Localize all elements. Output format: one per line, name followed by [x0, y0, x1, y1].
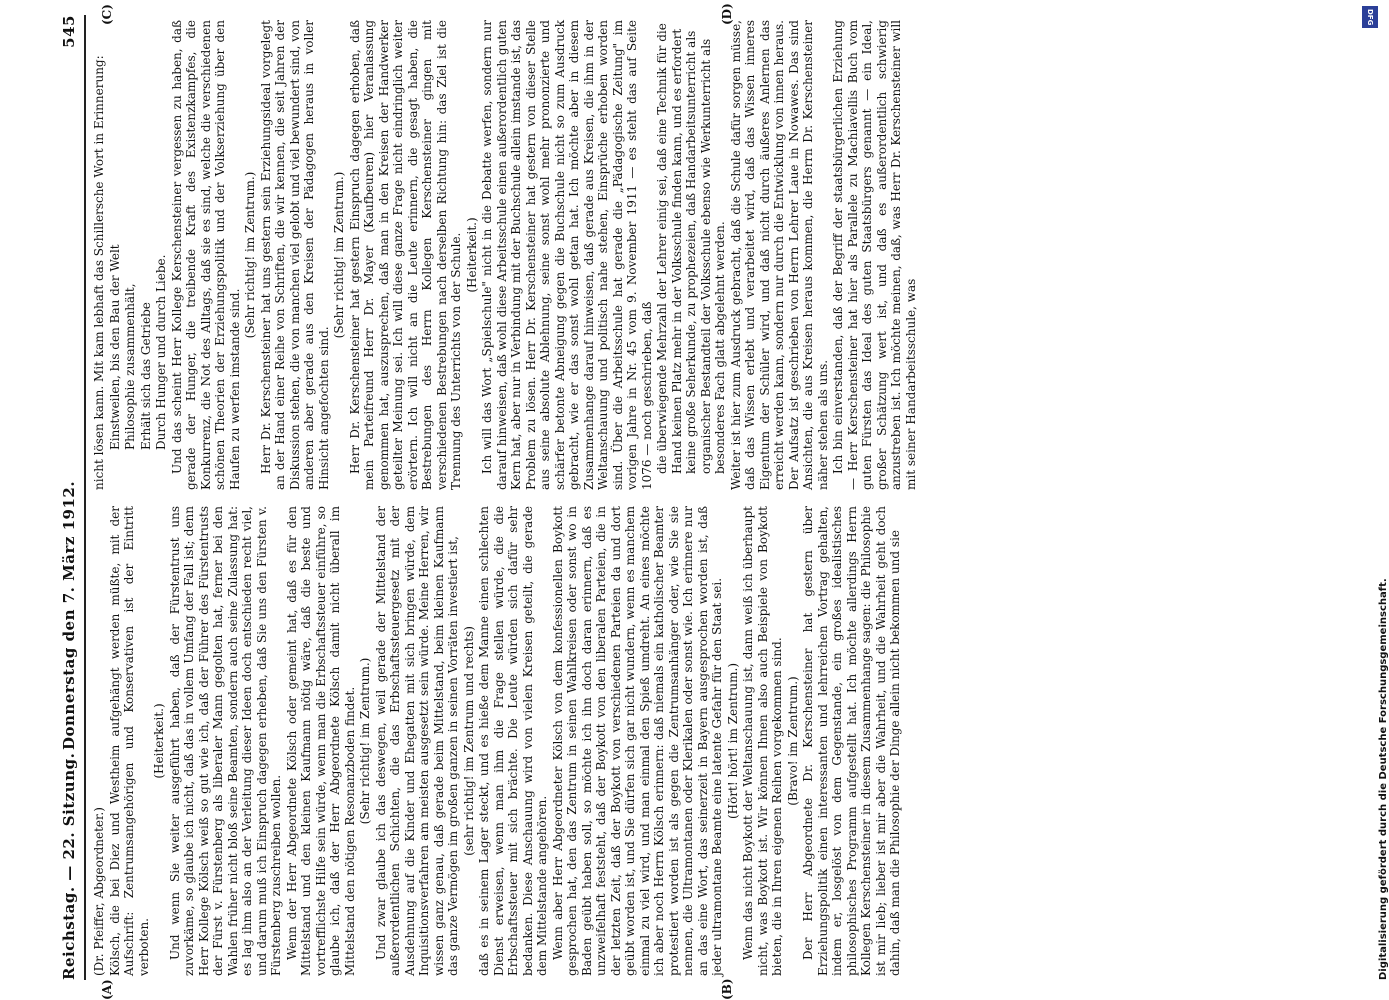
paragraph: Und zwar glaube ich das deswegen, weil gerade der Mittelstand der außerordentlichen Schichten, die das Erbschaftssteuergesetz mit der Ausdehnung auf die Kinder und Ehegatten mit sich bringen würde, dem Inquisitionsverfahren am meisten ausgesetzt sein würde. Meine Herren, wir wissen ganz genau, daß gerade beim Mittelstand, beim kleinen Kaufmann das ganze Vermögen im großen ganzen in seinen Vorräten investiert ist, [373, 506, 460, 976]
interjection: (Bravo! im Zentrum.) [785, 676, 800, 806]
paragraph: daß es in seinem Lager steckt, und es hieße dem Manne einen schlechten Dienst erweisen, wenn man ihm die Frage stellen würde, die die Erbschaftssteuer mit sich brächte. Die Leute würden sich dafür sehr bedanken. Diese Anschauung wird von vielen Kreisen geteilt, die gerade dem Mittelstande angehören. [477, 506, 549, 976]
paragraph: Wenn das nicht Boykott der Weltanschauung ist, dann weiß ich überhaupt nicht, was Boykott ist. Wir können Ihnen also auch Beispiele von Boykott bieten, die in Ihren eigenen Reihen vorgekommen sind. [741, 506, 784, 976]
paragraph: Wenn der Herr Abgeordnete Kölsch oder gemeint hat, daß es für den Mittelstand und den kleinen Kaufmann nötig wäre, daß die beste und vortrefflichste Hilfe sein würde, wenn man die Erbschaftssteuer einführe, so glaube ich, daß der Herr Abgeordnete Kölsch damit nicht überall im Mittelstand den nötigen Resonanzboden findet. [284, 506, 357, 976]
paragraph: Und das scheint Herr Kollege Kerschensteiner vergessen zu haben, daß gerade der Hunger, die treibende Kraft des Existenzkampfes, die Konkurrenz, die Not des Alltags, daß sie es sind, welche die verschiedenen schönen Theorien der Erziehungspolitik und der Volkserziehung über den Haufen zu werfen imstande sind. [169, 20, 242, 490]
header-left: Reichstag. — 22. Sitzung. [60, 752, 78, 980]
header-rule [84, 15, 86, 980]
credit-text: Digitalisierung gefördert durch die Deutsche Forschungsgemeinschaft. [1378, 578, 1389, 980]
interjection: (Sehr richtig! im Zentrum.) [243, 171, 257, 339]
scanned-page [60, 0, 1320, 1000]
margin-marker-a: (A) [100, 979, 114, 1000]
paragraph: Ich will das Wort „Spielschule" nicht in die Debatte werfen, sondern nur darauf hinweisen, daß wohl diese Arbeitsschule einen außerordentlich guten Kern hat, aber nur in Verbindung mit der Buchschule allein imstande ist, das Problem zu lösen. Herr Dr. Kerschensteiner hat gestern von dieser Stelle aus seine absolute Ablehnung, seine sonst wohl mehr prononzierte und schärfer betonte Abneigung gegen die Buchschule nicht so zum Ausdruck gebracht, wie er das sonst wohl getan hat. Ich möchte aber in diesem Zusammenhange darauf hinweisen, daß gerade aus Kreisen, die ihm in der Weltanschauung und politisch nahe stehen, Einsprüche erhoben worden sind. Über die Arbeitsschule hat gerade die „Pädagogische Zeitung" im vorigen Jahre in Nr. 45 vom 9. November 1911 — es steht das auf Seite 1076 — noch geschrieben, daß [480, 20, 654, 490]
page-number: 545 [60, 15, 78, 48]
interjection: (Heiterkeit.) [152, 703, 166, 779]
paragraph: Ich bin einverstanden, daß der Begriff der staatsbürgerlichen Erziehung — Herr Kerschensteiner hat hier als Parallele zu Machiavellis Buch vom guten Fürsten das Ideal des guten Staatsbürgers genannt — ein Ideal, großer Schätzung wert ist, und daß es außerordentlich schwierig anzustreben ist. Ich möchte meinen, daß, was Herr Dr. Kerschensteiner will mit seiner Handarbeitsschule, was [831, 20, 918, 490]
margin-marker-d: (D) [720, 3, 734, 25]
header-date: Donnerstag den 7. März 1912. [60, 480, 78, 750]
margin-marker-c: (C) [100, 4, 114, 25]
verse-line: Durch Hunger und durch Liebe. [154, 254, 168, 450]
paragraph: Weiter ist hier zum Ausdruck gebracht, daß die Schule dafür sorgen müsse, daß das Wissen erlebt und verarbeitet wird, daß das Wissen inneres Eigentum der Schüler wird, und daß nicht durch äußeres Anlernen das erreicht werden kann, sondern nur durch die Entwicklung von innen heraus. Der Aufsatz ist geschrieben von Herrn Lehrer Laue in Nowawes. Das sind Ansichten, die aus Kreisen heraus kommen, die Herrn Dr. Kerschensteiner näher stehen als uns. [728, 20, 830, 490]
interjection: (Heiterkeit.) [464, 217, 479, 293]
paragraph: Kölsch, die bei Diez und Westheim aufgehängt werden müßte, mit der Aufschrift: Zentrumsangehörigen und Konservativen ist der Eintritt verboten. [107, 506, 151, 976]
interjection: (Sehr richtig! im Zentrum.) [332, 171, 346, 339]
verse-line: Philosophie zusammenhält, [123, 283, 137, 450]
interjection: (sehr richtig! im Zentrum und rechts) [461, 626, 476, 856]
verse-line: Erhält sich das Getriebe [138, 302, 153, 450]
paragraph: Wenn aber Herr Abgeordneter Kölsch von dem konfessionellen Boykott gesprochen hat, den das Zentrum in seinen Wahlkreisen oder sonst wo in Baden geübt haben soll, so möchte ich ihn doch daran erinnern, daß es unzweifelhaft feststeht, daß der Boykott von den liberalen Parteien, die in der letzten Zeit, daß der Boykott von verschiedenen Parteien da und dort geübt worden ist, und Sie dürfen sich gar nicht wundern, wenn es manchem einmal zu viel wird, und man einmal den Spieß umdreht. An eines möchte ich aber noch Herrn Kölsch erinnern: daß niemals ein katholischer Beamter protestiert worden ist als gegen die Zentrumsanhänger oder, wie Sie sie nennen, die Ultramontanen oder Klerikalen oder sonst wie. Ich erinnere nur an das eine Wort, das seinerzeit in Bayern ausgesprochen worden ist, daß jeder ultramontane Beamte eine latente Gefahr für den Staat sei. [550, 506, 724, 976]
digitization-credit [1360, 20, 1389, 980]
quotation: die überwiegende Mehrzahl der Lehrer einig sei, daß eine Technik für die Hand keinen Platz mehr in der Volksschule finden kann, und es erfordert keine große Seherkunde, zu prophezeien, daß Handarbeitsunterricht als organischer Bestandteil der Volksschule ebenso wie Werkunterricht als besonderes Fach glatt abgelehnt werden. [655, 23, 727, 474]
margin-marker-b: (B) [720, 978, 734, 1000]
interjection: (Hört! hört! im Zentrum.) [725, 662, 740, 820]
dfg-logo: DFG [1362, 6, 1378, 28]
verse-line: Einstweilen, bis den Bau der Welt [107, 244, 122, 450]
paragraph: nicht lösen kann. Mit kam lebhaft das Schillersche Wort in Erinnerung: [92, 55, 106, 490]
paragraph: Und wenn Sie weiter ausgeführt haben, daß der Fürstentrust uns zuvorkäme, so glaube ich nicht, daß das in vollem Umfang der Fall ist; denn Herr Kollege Kölsch weiß so gut wie ich, daß der Führer des Fürstentrusts der Fürst v. Fürstenberg als liberaler Mann gegolten hat, ferner bei den Wahlen früher nicht bloß seine Beamten, sondern auch seine Zulassung hat: es lag ihm also an der Verleitung dieser Ideen doch entschieden recht viel, und darum muß ich Einspruch dagegen erheben, daß Sie uns den Fürsten v. Fürstenberg zuschreiben wollen. [167, 506, 283, 976]
paragraph: Der Herr Abgeordnete Dr. Kerschensteiner hat gestern über Erziehungspolitik einen interessanten und lehrreichen Vortrag gehalten, indem er, losgelöst von dem Gegenstande, ein großes idealistisches philosophisches Programm aufgestellt hat. Ich möchte allerdings Herrn Kollegen Kerschensteiner in diesem Zusammenhange sagen: die Philosophie ist mir lieb; lieber ist mir aber die Wahrheit, und die Wahrheit geht doch dahin, daß man die Philosophie der Dinge allein nicht bekommen und sie [801, 506, 902, 976]
text-column-right [92, 20, 919, 490]
paragraph: Herr Dr. Kerschensteiner hat uns gestern sein Erziehungsideal vorgelegt an der Hand einer Reihe von Schriften, die wir kennen, die seit Jahren der Diskussion stehen, die von manchen viel gelobt und viel bewundert sind, von anderen aber gerade aus den Kreisen der Pädagogen heraus in voller Hinsicht angefochten sind. [258, 20, 331, 490]
interjection: (Sehr richtig! im Zentrum.) [358, 657, 372, 825]
paragraph: (Dr. Pfeiffer, Abgeordneter.) [92, 807, 106, 976]
paragraph: Herr Dr. Kerschensteiner hat gestern Einspruch dagegen erhoben, daß mein Parteifreund Herr Dr. Mayer (Kaufbeuren) hier Veranlassung genommen hat, auszusprechen, daß man in den Kreisen der Handwerker geteilter Meinung sei. Ich will diese ganze Frage nicht eindringlich weiter erörtern. Ich will nicht an die Leute erinnern, die gesagt haben, die Bestrebungen des Herrn Kollegen Kerschensteiner gingen mit verschiedenen Bestrebungen nach derselben Richtung hin: das Ziel ist die Trennung des Unterrichts von der Schule. [347, 20, 463, 490]
text-column-left [92, 506, 904, 976]
